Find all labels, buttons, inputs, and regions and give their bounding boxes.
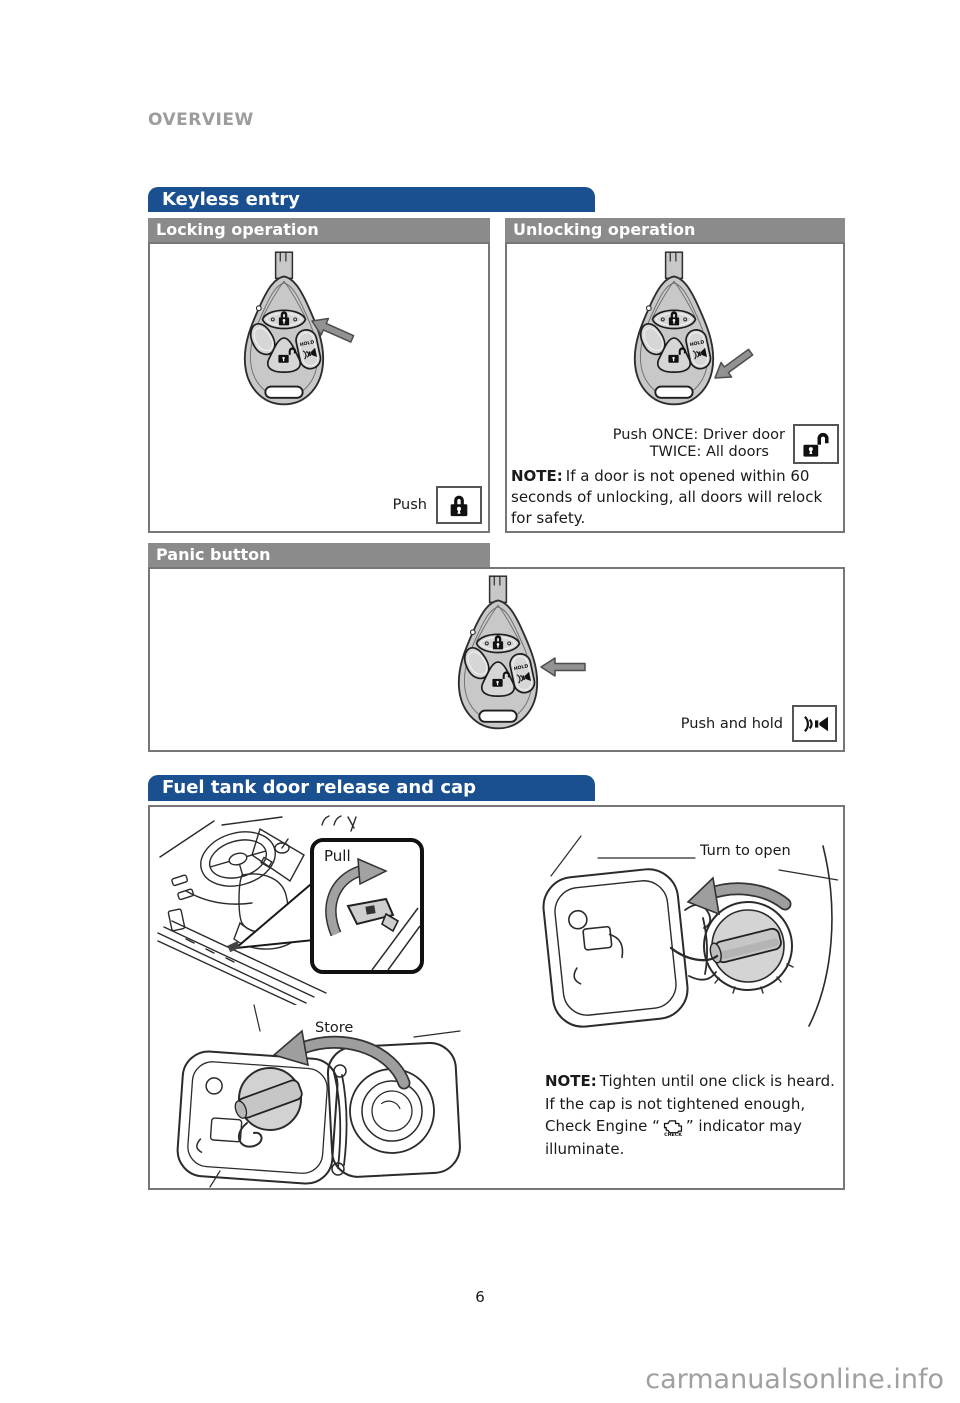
- store-label: Store: [315, 1020, 354, 1036]
- page-title: OVERVIEW: [148, 110, 254, 130]
- unlocking-caption: [505, 424, 841, 464]
- watermark: carmanualsonline.info: [645, 1364, 944, 1395]
- check-engine-icon: [660, 1115, 686, 1137]
- unlocking-note: [511, 466, 841, 529]
- keyless-entry-header: Keyless entry: [148, 187, 595, 212]
- speaker-sound-icon: [792, 705, 837, 742]
- push-twice-label: TWICE: All doors: [649, 444, 769, 460]
- note-label: NOTE:: [545, 1072, 597, 1090]
- lock-closed-icon: [436, 486, 482, 524]
- fuel-cap-store-illustration: [162, 1003, 462, 1188]
- locking-caption: [150, 486, 486, 524]
- turn-to-open-label: Turn to open: [700, 843, 791, 859]
- panic-button-header: Panic button: [148, 543, 490, 567]
- push-and-hold-label: Push and hold: [680, 715, 783, 732]
- note-text: If a door is not opened within 60 seconds of unlocking, all doors will relock for safety.: [511, 467, 823, 527]
- note-text-part2: ” indicator may illuminate.: [545, 1117, 802, 1158]
- pull-label: Pull: [324, 847, 351, 865]
- fuel-tank-header: Fuel tank door release and cap: [148, 775, 595, 801]
- fuel-note: [545, 1070, 837, 1160]
- lock-open-icon: [793, 424, 839, 464]
- note-text-part1: Tighten until one click is heard. If the cap is not tightened enough, Check Engine “: [545, 1072, 835, 1135]
- page-number: 6: [475, 1288, 485, 1306]
- pull-callout-box: [310, 838, 424, 974]
- panic-caption: [150, 705, 841, 742]
- unlocking-operation-header: Unlocking operation: [505, 218, 845, 242]
- pointer-arrow-icon: [540, 657, 586, 677]
- key-fob-illustration: [618, 246, 730, 418]
- locking-operation-header: Locking operation: [148, 218, 490, 242]
- push-label: Push: [392, 497, 427, 513]
- note-label: NOTE:: [511, 467, 563, 485]
- check-engine-label: CHECK: [663, 1133, 682, 1137]
- push-once-label: Push ONCE: Driver door: [612, 427, 785, 443]
